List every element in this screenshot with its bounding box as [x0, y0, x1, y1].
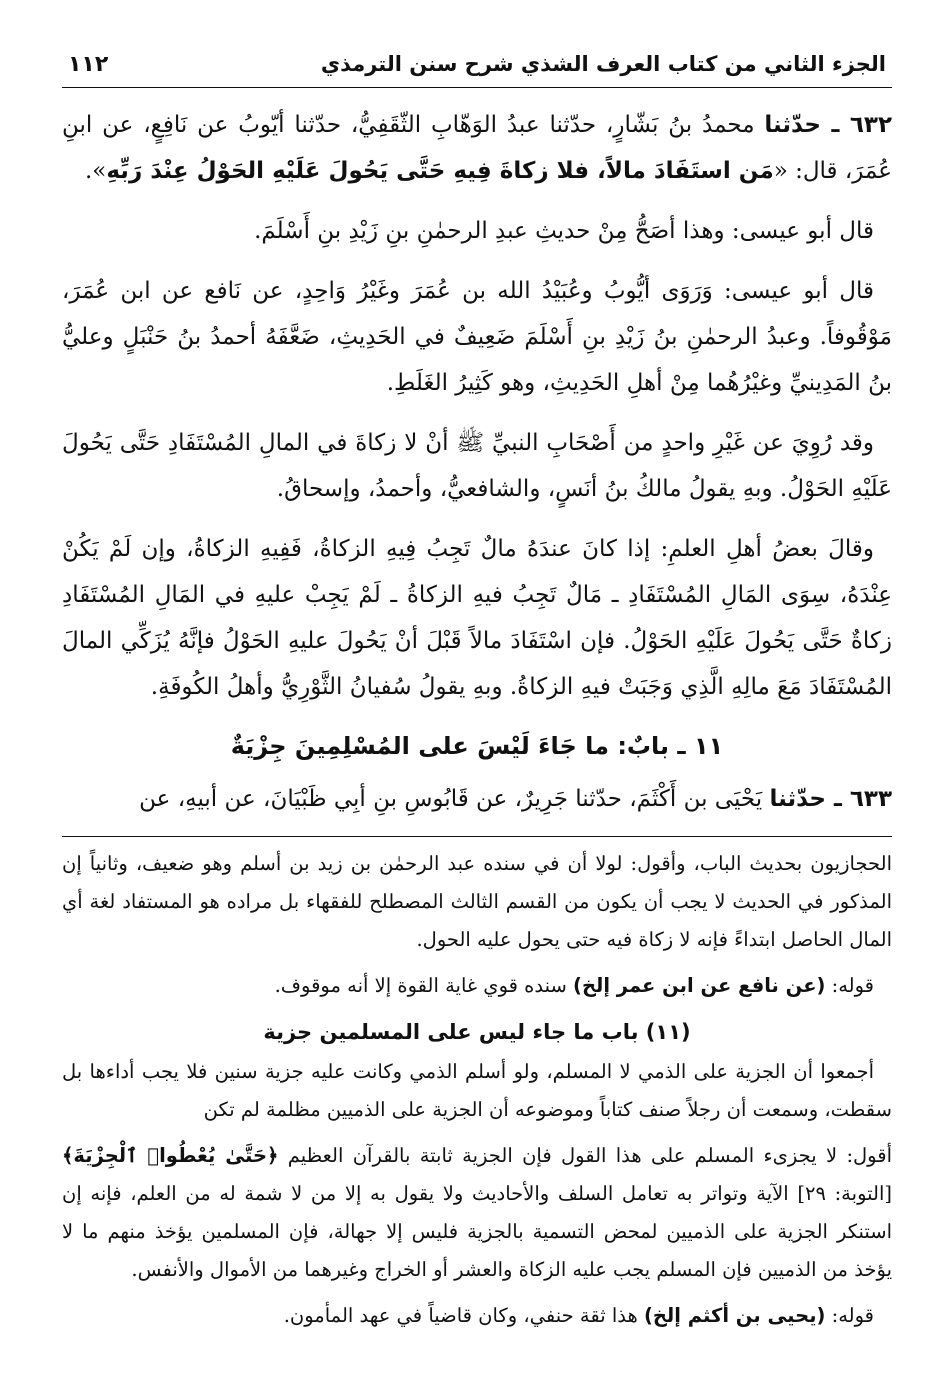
- note-4-text-a: أقول: لا يجزىء المسلم على هذا القول فإن الجزية ثابتة بالقرآن العظيم: [278, 1144, 892, 1167]
- hadith-632-end: ».: [84, 158, 107, 184]
- commentary-paragraph-1: قال أبو عيسى: وهذا أصَحُّ مِنْ حديثِ عبدِ الرحمٰنِ بنِ زَيْدِ بنِ أَسْلَمَ.: [254, 218, 874, 244]
- commentary-paragraph-4: وقالَ بعضُ أهلِ العلمِ: إذا كانَ عندَهُ مالٌ تَجِبُ فِيهِ الزكاةُ، فَفِيهِ الزكاةُ، وإن لَمْ يَكُنْ عِنْدَهُ، سِوَى المَالِ المُسْتَفَادِ ـ مَالٌ تَجِبُ فيهِ الزكاةُ ـ لَمْ يَجِبْ عليهِ في المَالِ المُسْتَفَادِ زكاةٌ حَتَّى يَحُولَ عَلَيْهِ الحَوْلُ. فإن اسْتَفَادَ مالاً قَبْلَ أنْ يَحُولَ عليهِ الحَوْلُ فإنَّهُ يُزَكِّي المالَ المُسْتَفَادَ مَعَ مالِهِ الَّذِي وَجَبَتْ فيهِ الزكاةُ. وبهِ يقولُ سُفيانُ الثَّوْرِيُّ وأهلُ الكُوفَةِ.: [62, 536, 892, 700]
- note-2-label: قوله:: [825, 974, 874, 997]
- running-header: [62, 52, 892, 88]
- note-paragraph-1: الحجازيون بحديث الباب، وأقول: لولا أن في سنده عبد الرحمٰن بن زيد بن أسلم وهو ضعيف، وثانياً إن المذكور في الحديث لا يجب أن يكون من القسم الثالث المصطلح للفقهاء بل مراده هو المستفاد لغة أي المال الحاصل ابتداءً فإنه لا زكاة فيه حتى يحول عليه الحول.: [62, 852, 892, 951]
- header-title: الجزء الثاني من كتاب العرف الشذي شرح سنن الترمذي: [320, 52, 886, 76]
- main-text: [62, 102, 892, 822]
- note-paragraph-3: أجمعوا أن الجزية على الذمي لا المسلم، ولو أسلم الذمي وكانت عليه جزية سنين فلا يجب أداءها بل سقطت، وسمعت أن رجلاً صنف كتاباً وموضوعه أن الجزية على الذميين مظلمة لم تكن: [62, 1060, 892, 1121]
- hadith-633-isnad: يَحْيَى بن أَكْثَمَ، حدّثنا جَرِيرٌ، عن قَابُوسِ بنِ أبِي ظَبْيَانَ، عن أبيهِ، عن: [139, 786, 770, 812]
- note-5-label: قوله:: [825, 1304, 874, 1327]
- note-paragraph-4: [62, 1137, 892, 1289]
- note-2-lemma: (عن نافع عن ابن عمر إلخ): [573, 974, 826, 997]
- book-page: [62, 52, 892, 1343]
- note-2-text: سنده قوي غاية القوة إلا أنه موقوف.: [274, 974, 574, 997]
- hadith-633-number: ٦٣٣ ـ حدّثنا: [769, 786, 892, 812]
- quran-quote: ﴿حَتَّىٰ يُعْطُوا۟ ٱلْجِزْيَةَ﴾: [62, 1144, 279, 1167]
- page-number: ١١٢: [68, 52, 109, 77]
- hadith-632-matn: مَن استَفَادَ مالاً، فلا زكاةَ فِيهِ حَتَّى يَحُولَ عَلَيْهِ الحَوْلُ عِنْدَ رَبِّهِ: [106, 158, 774, 184]
- note-5-text: هذا ثقة حنفي، وكان قاضياً في عهد المأمون.: [283, 1304, 644, 1327]
- hadith-632-number: ٦٣٢ ـ حدّثنا: [764, 112, 892, 138]
- hadith-633: [62, 776, 892, 822]
- note-5-lemma: (يحيى بن أكثم إلخ): [643, 1304, 826, 1327]
- note-paragraph-2: [62, 967, 892, 1005]
- chapter-heading: ١١ ـ بابٌ: ما جَاءَ لَيْسَ على المُسْلِمِينَ جِزْيَةٌ: [230, 732, 724, 760]
- commentary-paragraph-3: وقد رُوِيَ عن غَيْرِ واحدٍ من أَصْحَابِ النبيِّ ﷺ أنْ لا زكاةَ في المالِ المُسْتَفَادِ حَتَّى يَحُولَ عَلَيْهِ الحَوْلُ. وبهِ يقولُ مالكُ بنُ أنَسٍ، والشافعيُّ، وأحمدُ، وإسحاقُ.: [62, 430, 892, 502]
- hadith-632: [62, 102, 892, 194]
- commentary-paragraph-2: قال أبو عيسى: وَرَوَى أيُّوبُ وعُبَيْدُ الله بن عُمَرَ وغَيْرُ وَاحِدٍ، عن نَافع عن ابن عُمَرَ، مَوْقُوفاً. وعبدُ الرحمٰنِ بنُ زَيْدِ بنِ أَسْلَمَ ضَعِيفٌ في الحَدِيثِ، ضَعَّفَهُ أحمدُ بنُ حَنْبَلٍ وعليُّ بنُ المَدِينيِّ وغيْرُهُما مِنْ أهلِ الحَدِيثِ، وهو كَثِيرُ الغَلَطِ.: [62, 278, 892, 396]
- note-chapter-heading: (١١) باب ما جاء ليس على المسلمين جزية: [263, 1020, 691, 1044]
- note-4-text-b: [التوبة: ٢٩] الآية وتواتر به تعامل السلف والأحاديث ولا يقول به إلا من لا شمة له من العلم، فإنه إن استنكر الجزية على الذميين لمحض التسمية بالجزية فليس إلا جهالة، فإن المسلمين يؤخذ منهم ما لا يؤخذ من الذميين فإن المسلم يجب عليه الزكاة والعشر أو الخراج وغيرهما من الأموال والأنفس.: [62, 1182, 892, 1281]
- footnotes: [62, 845, 892, 1335]
- hadith-632-isnad: محمدُ بنُ بَشّارٍ، حدّثنا عبدُ الوَهّابِ الثّقَفِيُّ، حدّثنا أيّوبُ عن نَافِعٍ، عن ابنِ عُمَرَ، قال: «: [62, 112, 892, 184]
- note-paragraph-5: [62, 1297, 892, 1335]
- footnote-divider: [62, 836, 892, 837]
